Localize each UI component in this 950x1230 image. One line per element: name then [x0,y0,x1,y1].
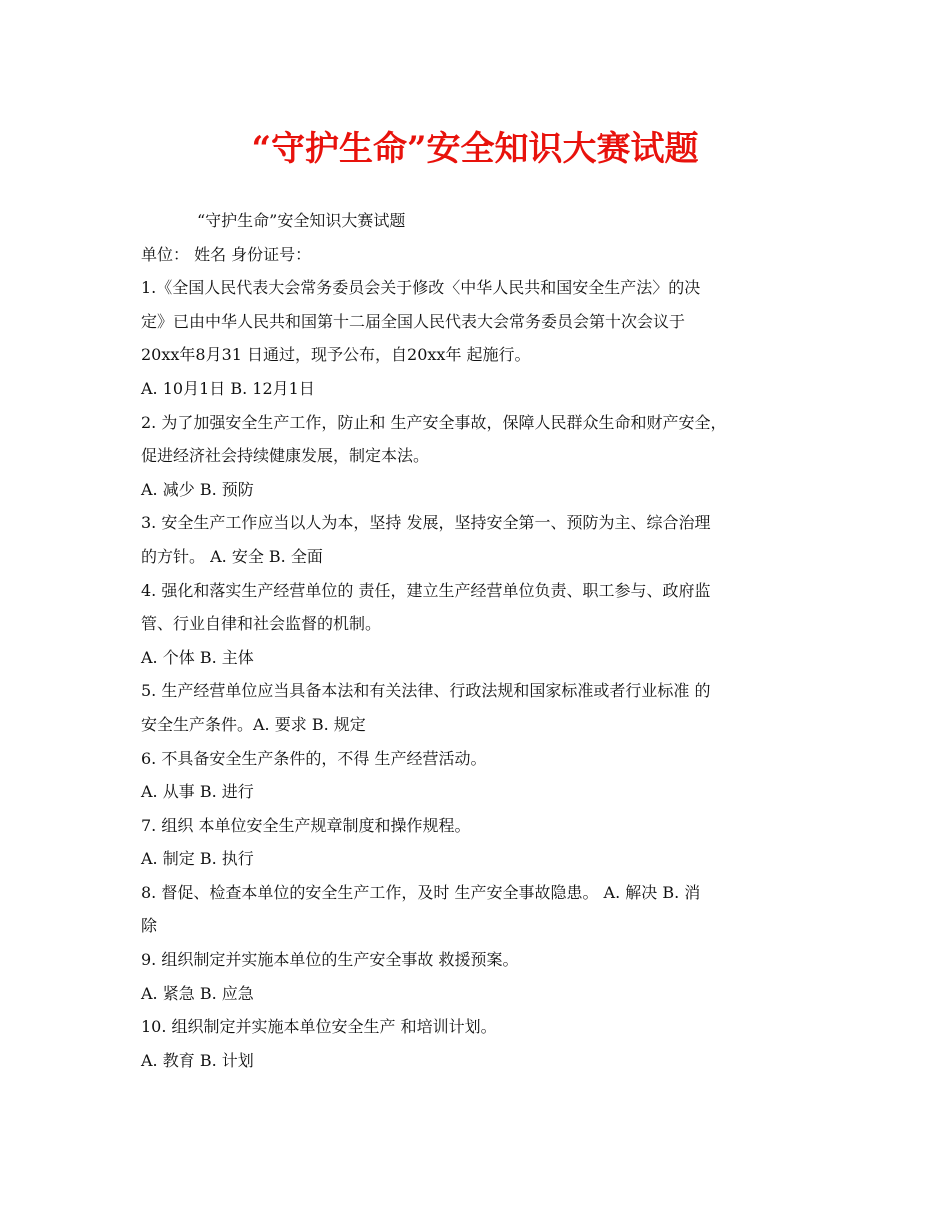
info-line: 单位： 姓名 身份证号： [141,244,312,264]
text-line: 除 [141,916,158,936]
document-body [141,204,821,1077]
text-line: A. 教育 B. 计划 [141,1050,254,1070]
text-line: A. 个体 B. 主体 [141,647,254,667]
text-line: 6. 不具备安全生产条件的，不得 生产经营活动。 [141,748,487,768]
text-line: 7. 组织 本单位安全生产规章制度和操作规程。 [141,815,471,835]
text-line: 9. 组织制定并实施本单位的生产安全事故 救援预案。 [141,950,519,970]
document-subtitle: “守护生命”安全知识大赛试题 [197,211,406,230]
text-line: 1.《全国人民代表大会常务委员会关于修改〈中华人民共和国安全生产法〉的决 [141,278,701,298]
text-line: 5. 生产经营单位应当具备本法和有关法律、行政法规和国家标准或者行业标准 的 [141,681,711,701]
text-line: A. 10月1日 B. 12月1日 [141,378,315,398]
text-line: A. 从事 B. 进行 [141,782,254,802]
text-line: 安全生产条件。A. 要求 B. 规定 [141,714,366,734]
text-line: 2. 为了加强安全生产工作，防止和 生产安全事故，保障人民群众生命和财产安全， [141,412,727,432]
text-line: A. 减少 B. 预防 [141,479,254,499]
text-line: A. 紧急 B. 应急 [141,983,254,1003]
text-line: 管、行业自律和社会监督的机制。 [141,614,382,634]
text-line: 定》已由中华人民共和国第十二届全国人民代表大会常务委员会第十次会议于 [141,311,686,331]
text-line: 促进经济社会持续健康发展，制定本法。 [141,446,430,466]
text-line: 4. 强化和落实生产经营单位的 责任，建立生产经营单位负责、职工参与、政府监 [141,580,711,600]
text-line: A. 制定 B. 执行 [141,849,254,869]
text-line: 3. 安全生产工作应当以人为本，坚持 发展，坚持安全第一、预防为主、综合治理 [141,513,711,533]
text-line: 8. 督促、检查本单位的安全生产工作，及时 生产安全事故隐患。 A. 解决 B. 消 [141,882,701,902]
text-line: 10. 组织制定并实施本单位安全生产 和培训计划。 [141,1017,497,1037]
document-title: “守护生命”安全知识大赛试题 [251,129,699,169]
text-line: 的方针。 A. 安全 B. 全面 [141,546,323,566]
text-line: 20xx年8月31 日通过，现予公布，自20xx年 起施行。 [141,345,531,365]
